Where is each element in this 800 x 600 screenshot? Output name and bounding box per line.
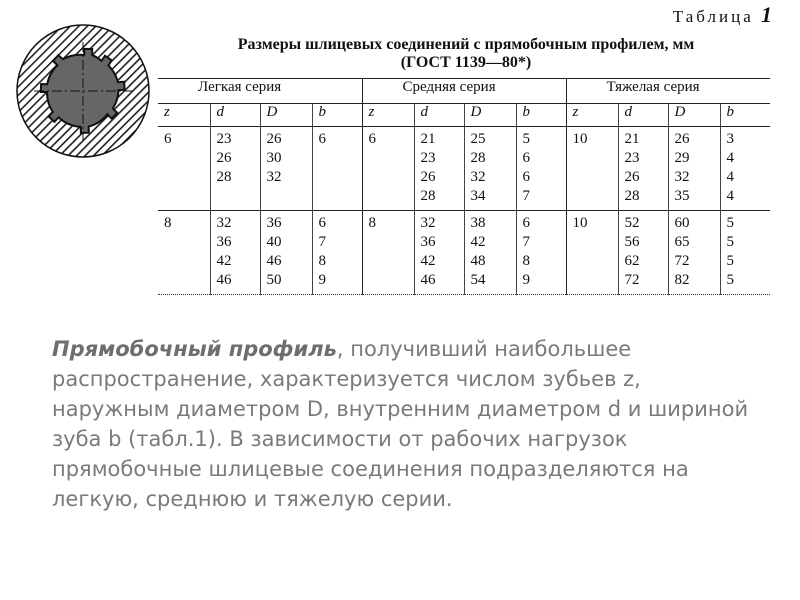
table-title-line2: (ГОСТ 1139—80*) xyxy=(400,54,532,71)
cell-medium-b: 5 6 6 7 xyxy=(516,127,566,211)
table-caption-word: Таблица xyxy=(672,7,754,26)
cell-medium-d: 32 36 42 46 xyxy=(414,211,464,295)
series-header-heavy: Тяжелая серия xyxy=(566,79,770,104)
col-header-d: d xyxy=(618,104,668,127)
description-paragraph xyxy=(52,334,758,514)
col-header-z: z xyxy=(362,104,414,127)
cell-medium-d: 21 23 26 28 xyxy=(414,127,464,211)
description-term: Прямобочный профиль xyxy=(52,337,337,361)
col-header-z: z xyxy=(566,104,618,127)
cell-medium-b: 6 7 8 9 xyxy=(516,211,566,295)
col-header-D: D xyxy=(260,104,312,127)
cell-light-z: 8 xyxy=(158,211,210,295)
col-header-b: b xyxy=(516,104,566,127)
cell-heavy-z: 10 xyxy=(566,127,618,211)
cell-heavy-b: 5 5 5 5 xyxy=(720,211,770,295)
cell-heavy-z: 10 xyxy=(566,211,618,295)
cell-light-D: 26 30 32 xyxy=(260,127,312,211)
table-title-line1: Размеры шлицевых соединений с прямобочным профилем, мм xyxy=(237,36,695,53)
col-header-D: D xyxy=(464,104,516,127)
description-text: , получивший наибольшее распространение, характеризуется числом зубьев z, наружным диаметром D, внутренним диаметром d и шириной зуба b (табл.1). В зависимости от рабочих нагрузок прямобочные шлицевые соединения подразделяются на легкую, среднюю и тяжелую серии. xyxy=(52,337,749,511)
table-caption xyxy=(673,2,772,28)
col-header-z: z xyxy=(158,104,210,127)
cell-light-D: 36 40 46 50 xyxy=(260,211,312,295)
cell-heavy-d: 52 56 62 72 xyxy=(618,211,668,295)
cell-medium-D: 38 42 48 54 xyxy=(464,211,516,295)
cell-medium-D: 25 28 32 34 xyxy=(464,127,516,211)
cell-light-d: 23 26 28 xyxy=(210,127,260,211)
col-header-b: b xyxy=(720,104,770,127)
cell-heavy-D: 26 29 32 35 xyxy=(668,127,720,211)
spline-dimensions-table xyxy=(158,78,770,295)
col-header-d: d xyxy=(210,104,260,127)
cell-medium-z: 8 xyxy=(362,211,414,295)
cell-heavy-b: 3 4 4 4 xyxy=(720,127,770,211)
cell-medium-z: 6 xyxy=(362,127,414,211)
col-header-d: d xyxy=(414,104,464,127)
spline-shaft-figure xyxy=(14,22,152,160)
cell-light-b: 6 7 8 9 xyxy=(312,211,362,295)
table-title xyxy=(158,36,774,72)
cell-light-b: 6 xyxy=(312,127,362,211)
table-caption-number: 1 xyxy=(761,2,772,27)
cell-light-d: 32 36 42 46 xyxy=(210,211,260,295)
cell-light-z: 6 xyxy=(164,131,172,147)
series-header-light: Легкая серия xyxy=(158,79,362,104)
cell-heavy-D: 60 65 72 82 xyxy=(668,211,720,295)
col-header-D: D xyxy=(668,104,720,127)
col-header-b: b xyxy=(312,104,362,127)
series-header-medium: Средняя серия xyxy=(362,79,566,104)
cell-heavy-d: 21 23 26 28 xyxy=(618,127,668,211)
